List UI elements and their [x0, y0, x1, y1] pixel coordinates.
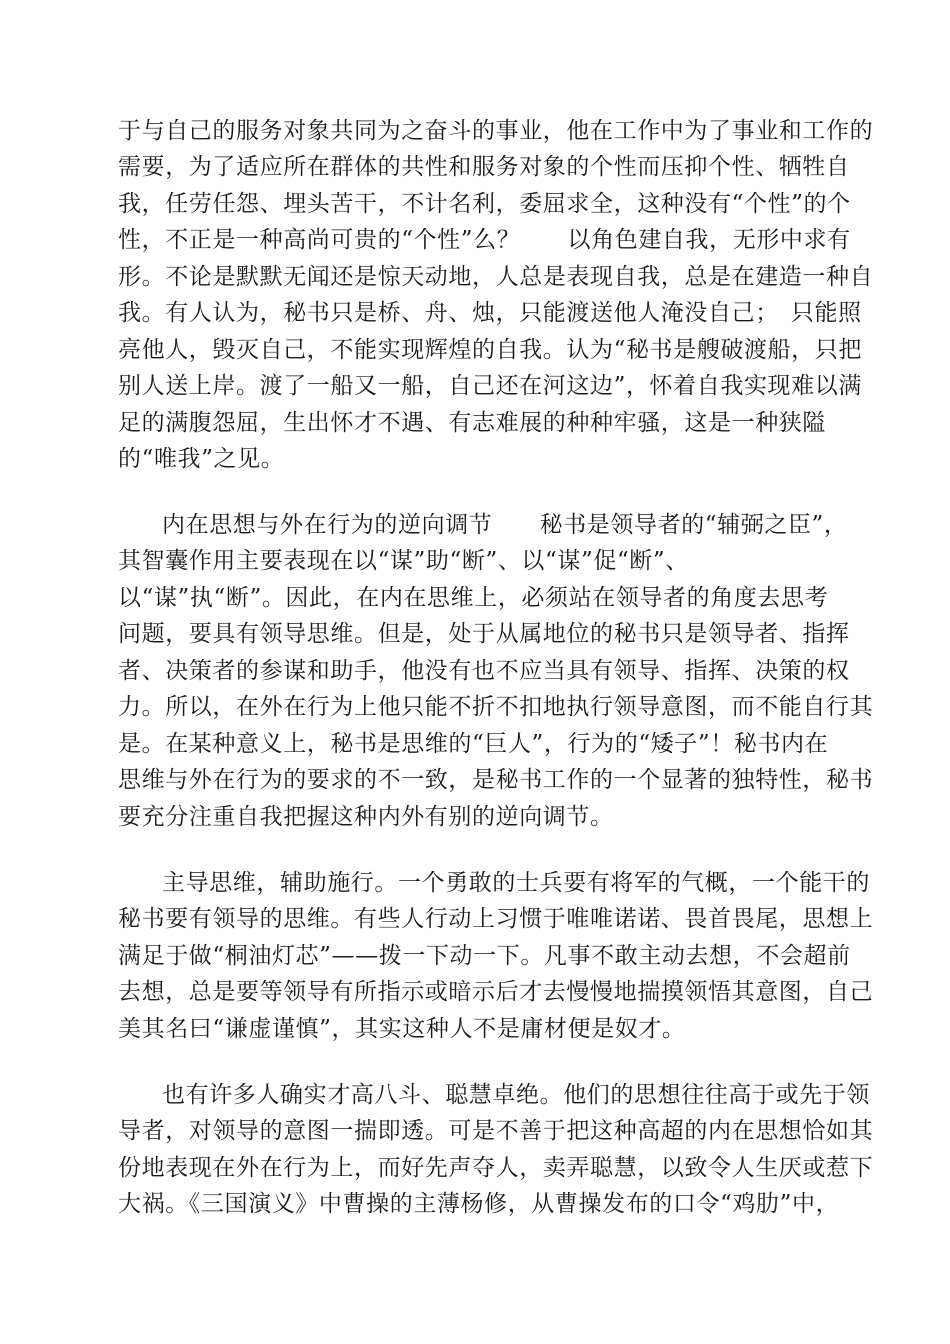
text-line: 思维与外在行为的要求的不一致，是秘书工作的一个显著的独特性，秘书	[118, 767, 874, 793]
text-line: 内在思想与外在行为的逆向调节 秘书是领导者的“辅弼之臣”，	[162, 512, 848, 538]
text-line: 足的满腹怨屈，生出怀才不遇、有志难展的种种牢骚，这是一种狭隘	[118, 410, 826, 436]
text-line: 的“唯我”之见。	[118, 446, 285, 472]
text-line: 我，任劳任怨、埋头苦干，不计名利，委屈求全，这种没有“个性”的个	[118, 191, 851, 217]
text-line: 去想，总是要等领导有所指示或暗示后才去慢慢地揣摸领悟其意图，自己	[118, 979, 874, 1005]
text-line: 份地表现在外在行为上，而好先声夺人，卖弄聪慧，以致令人生厌或惹下	[118, 1155, 874, 1181]
text-line: 于与自己的服务对象共同为之奋斗的事业，他在工作中为了事业和工作的	[118, 118, 874, 144]
text-line: 亮他人，毁灭自己，不能实现辉煌的自我。认为“秘书是艘破渡船，只把	[118, 337, 862, 363]
text-line: 性，不正是一种高尚可贵的“个性”么？ 以角色建自我，无形中求有	[118, 227, 851, 253]
text-line: 要充分注重自我把握这种内外有别的逆向调节。	[118, 804, 614, 830]
text-line: 主导思维，辅助施行。一个勇敢的士兵要有将军的气概，一个能干的	[162, 870, 870, 896]
text-line: 别人送上岸。渡了一船又一船，自己还在河这边”，怀着自我实现难以满	[118, 373, 862, 399]
text-line: 满足于做“桐油灯芯”——拨一下动一下。凡事不敢主动去想，不会超前	[118, 943, 851, 969]
text-line: 其智囊作用主要表现在以“谋”助“断”、以“谋”促“断”、	[118, 548, 689, 574]
text-line: 大祸。《三国演义》中曹操的主薄杨修，从曹操发布的口令“鸡肋”中，	[118, 1191, 840, 1217]
text-line: 秘书要有领导的思维。有些人行动上习惯于唯唯诺诺、畏首畏尾，思想上	[118, 906, 874, 932]
text-line: 以“谋”执“断”。因此，在内在思维上，必须站在领导者的角度去思考	[118, 585, 829, 611]
text-line: 也有许多人确实才高八斗、聪慧卓绝。他们的思想往往高于或先于领	[162, 1082, 870, 1108]
text-line: 需要，为了适应所在群体的共性和服务对象的个性而压抑个性、牺牲自	[118, 154, 850, 180]
text-line: 问题，要具有领导思维。但是，处于从属地位的秘书只是领导者、指挥	[118, 621, 850, 647]
text-line: 形。不论是默默无闻还是惊天动地，人总是表现自我，总是在建造一种自	[118, 264, 874, 290]
text-line: 力。所以，在外在行为上他只能不折不扣地执行领导意图，而不能自行其	[118, 694, 874, 720]
text-line: 我。有人认为，秘书只是桥、舟、烛，只能渡送他人淹没自己； 只能照	[118, 300, 862, 326]
text-line: 美其名曰“谦虚谨慎”，其实这种人不是庸材便是奴才。	[118, 1016, 686, 1042]
text-line: 导者，对领导的意图一揣即透。可是不善于把这种高超的内在思想恰如其	[118, 1118, 874, 1144]
text-line: 是。在某种意义上，秘书是思维的“巨人”，行为的“矮子”！秘书内在	[118, 731, 829, 757]
text-line: 者、决策者的参谋和助手，他没有也不应当具有领导、指挥、决策的权	[118, 658, 850, 684]
